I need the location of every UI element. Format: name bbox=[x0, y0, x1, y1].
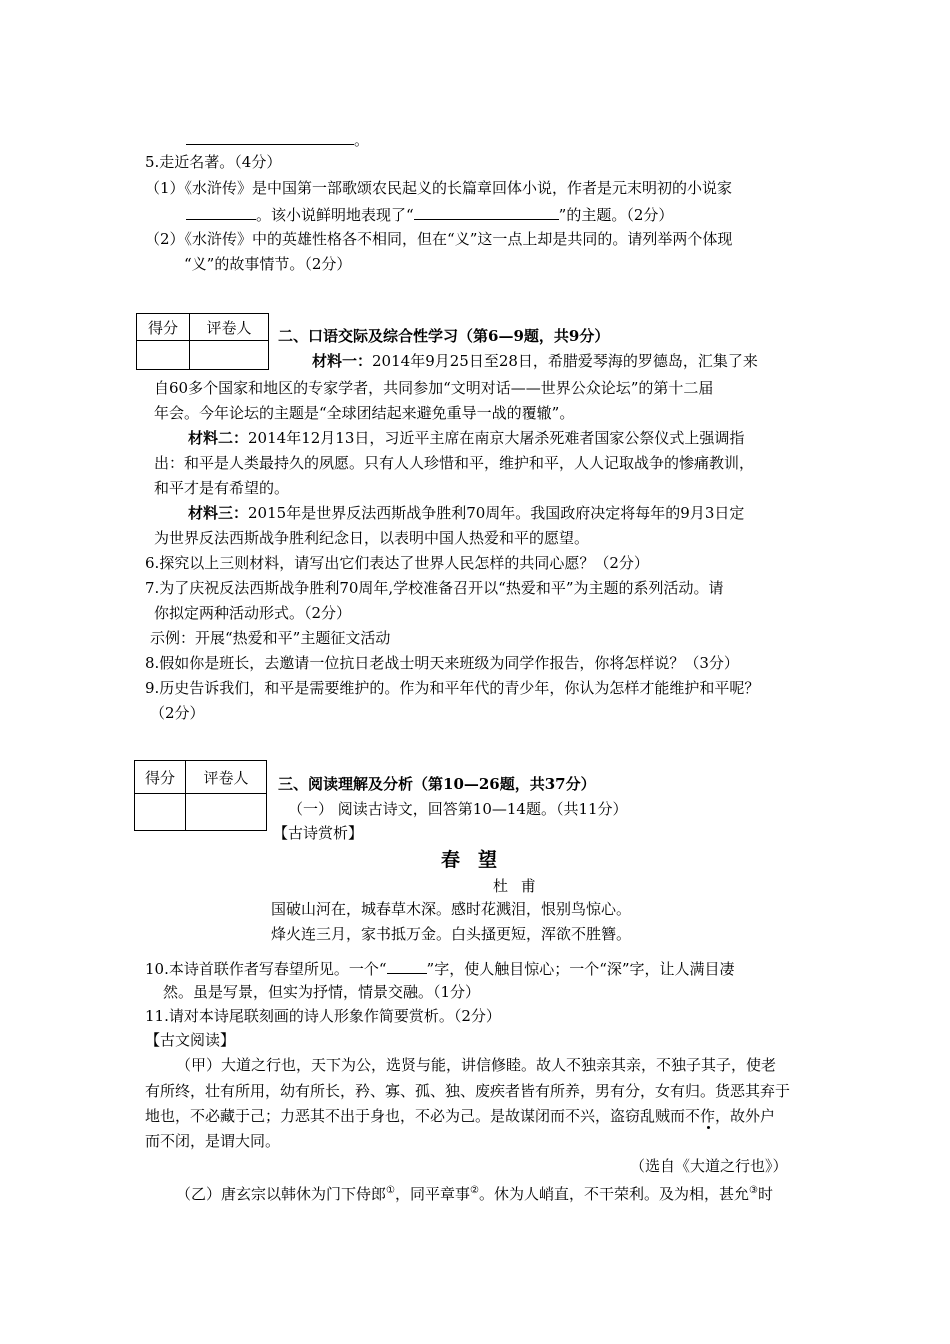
score-box bbox=[136, 313, 269, 370]
answer-blank bbox=[414, 203, 559, 220]
q8: 8.假如你是班长，去邀请一位抗日老战士明天来班级为同学作报告，你将怎样说？（3分） bbox=[145, 654, 739, 672]
material-3-line2: 为世界反法西斯战争胜利纪念日，以表明中国人热爱和平的愿望。 bbox=[154, 529, 590, 547]
part-1-instruction: （一） 阅读古诗文，回答第10—14题。（共11分） bbox=[288, 800, 628, 818]
material-2-line1: 材料二：2014年12月13日，习近平主席在南京大屠杀死难者国家公祭仪式上强调指 bbox=[188, 429, 745, 447]
q9-line2: （2分） bbox=[150, 704, 205, 722]
answer-blank bbox=[186, 128, 354, 145]
score-cell bbox=[137, 341, 190, 370]
q9-line1: 9.历史告诉我们，和平是需要维护的。作为和平年代的青少年，你认为怎样才能维护和平呢？ bbox=[145, 679, 760, 697]
poem-line-2: 烽火连三月，家书抵万金。白头搔更短，浑欲不胜簪。 bbox=[271, 925, 632, 943]
q11: 11.请对本诗尾联刻画的诗人形象作简要赏析。（2分） bbox=[145, 1007, 501, 1025]
footnote-1: ① bbox=[386, 1185, 395, 1196]
passage-a-line4: 而不闭，是谓大同。 bbox=[145, 1132, 281, 1150]
footnote-3: ③ bbox=[748, 1185, 758, 1196]
q10-line1: 10.本诗首联作者写春望所见。一个“ ”字，使人触目惊心；一个“深”字，让人满目凄 bbox=[145, 957, 735, 979]
q5-part1-line2: 。该小说鲜明地表现了“ ”的主题。（2分） bbox=[186, 203, 673, 225]
material-2-line2: 出：和平是人类最持久的夙愿。只有人人珍惜和平，维护和平，人人记取战争的惨痛教训， bbox=[154, 454, 755, 472]
footnote-2: ② bbox=[470, 1185, 479, 1196]
score-label: 得分 bbox=[137, 314, 190, 341]
q5-title: 5.走近名著。（4分） bbox=[145, 153, 282, 171]
poem-title: 春望 bbox=[441, 849, 516, 871]
material-2-line3: 和平才是有希望的。 bbox=[154, 479, 290, 497]
material-1-line1: 材料一：2014年9月25日至28日，希腊爱琴海的罗德岛，汇集了来 bbox=[312, 352, 758, 370]
material-1-line3: 年会。今年论坛的主题是“全球团结起来避免重导一战的覆辙”。 bbox=[154, 404, 575, 422]
q5-part2-line1: （2）《水浒传》中的英雄性格各不相同，但在“义”这一点上却是共同的。请列举两个体现 bbox=[145, 230, 733, 248]
answer-blank bbox=[387, 957, 427, 974]
q5-part1-line1: （1）《水浒传》是中国第一部歌颂农民起义的长篇章回体小说，作者是元末明初的小说家 bbox=[145, 179, 733, 197]
score-cell bbox=[135, 794, 186, 831]
poem-author: 杜 甫 bbox=[493, 877, 540, 895]
passage-a-source: （选自《大道之行也》） bbox=[630, 1157, 788, 1175]
passage-a-line2: 有所终，壮有所用，幼有所长，矜、寡、孤、独、废疾者皆有所养，男有分，女有归。货恶其弃于 bbox=[145, 1082, 791, 1100]
passage-a-line1: （甲）大道之行也，天下为公，选贤与能，讲信修睦。故人不独亲其亲，不独子其子，使老 bbox=[176, 1056, 777, 1074]
answer-line-top: 。 bbox=[186, 128, 369, 150]
q10-line2: 然。虽是写景，但实为抒情，情景交融。（1分） bbox=[163, 983, 481, 1001]
section-3-heading: 三、阅读理解及分析（第10—26题，共37分） bbox=[278, 775, 596, 793]
emphasis-char: 作 bbox=[700, 1107, 716, 1125]
passage-a-line3: 地也，不必藏于己；力恶其不出于身也，不必为己。是故谋闭而不兴，盗窃乱贼而不作，故外户 bbox=[145, 1107, 776, 1125]
material-1-line2: 自60多个国家和地区的专家学者，共同参加“文明对话——世界公众论坛”的第十二届 bbox=[154, 379, 714, 397]
q5-part2-line2: “义”的故事情节。（2分） bbox=[184, 255, 352, 273]
score-label: 得分 bbox=[135, 761, 186, 794]
material-3-line1: 材料三：2015年是世界反法西斯战争胜利70周年。我国政府决定将每年的9月3日定 bbox=[188, 504, 745, 522]
poem-line-1: 国破山河在，城春草木深。感时花溅泪，恨别鸟惊心。 bbox=[271, 900, 632, 918]
score-box bbox=[134, 760, 267, 831]
q7-example: 示例：开展“热爱和平”主题征文活动 bbox=[150, 629, 391, 647]
q7-line2: 你拟定两种活动形式。（2分） bbox=[154, 604, 352, 622]
grader-cell bbox=[186, 794, 267, 831]
grader-cell bbox=[190, 341, 269, 370]
passage-b-line1: （乙）唐玄宗以韩休为门下侍郎①，同平章事②。休为人峭直，不干荣利。及为相，甚允③时 bbox=[176, 1185, 773, 1203]
q7-line1: 7.为了庆祝反法西斯战争胜利70周年,学校准备召开以“热爱和平”为主题的系列活动。请 bbox=[145, 579, 724, 597]
grader-label: 评卷人 bbox=[186, 761, 267, 794]
section-2-heading: 二、口语交际及综合性学习（第6—9题，共9分） bbox=[278, 327, 610, 345]
q6: 6.探究以上三则材料，请写出它们表达了世界人民怎样的共同心愿？（2分） bbox=[145, 554, 649, 572]
grader-label: 评卷人 bbox=[190, 314, 269, 341]
poem-tag: 【古诗赏析】 bbox=[273, 824, 364, 842]
prose-tag: 【古文阅读】 bbox=[145, 1031, 236, 1049]
answer-blank bbox=[186, 203, 256, 220]
